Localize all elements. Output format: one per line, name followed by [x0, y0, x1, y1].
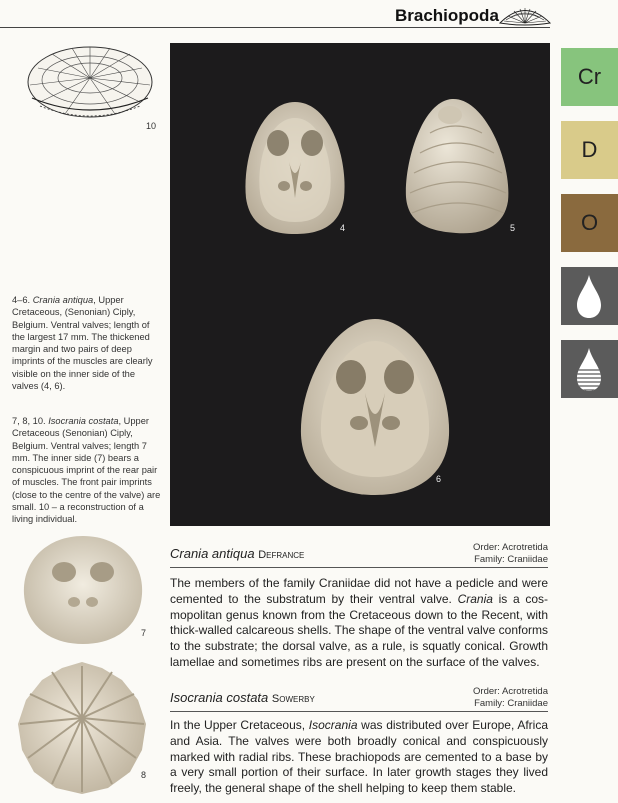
species-name: Crania antiqua	[170, 546, 255, 561]
fossil-photo-6	[295, 315, 455, 505]
caption-text: , Upper Cretaceous, (Senonian) Ciply, Belgium. Ventral valves; length of the largest 17 mm. The thickened margin and two pairs of deep imprints of the muscles are clearly visible on the inner side of the valves (4, 6).	[12, 295, 153, 392]
figure-number-4: 4	[340, 223, 346, 233]
fossil-photo-4	[240, 98, 350, 243]
habitat-tab-attached	[561, 267, 618, 325]
section-rule	[170, 711, 548, 712]
species-author: Defrance	[258, 549, 305, 561]
page-title: Brachiopoda	[395, 6, 499, 25]
figure-number-5: 5	[510, 223, 516, 233]
drop-striped-icon	[561, 340, 618, 398]
habitat-tab-free	[561, 340, 618, 398]
fossil-photo-5	[400, 93, 515, 243]
caption-range: 7, 8, 10.	[12, 416, 46, 426]
caption-species: Isocrania costata	[48, 416, 119, 426]
order-label: Order: Acrotretida	[473, 686, 548, 697]
genus-name: Isocrania	[308, 718, 358, 732]
family-label: Family: Craniidae	[474, 553, 548, 565]
body-text: In the Upper Cretaceous,	[170, 718, 309, 732]
caption-isocrania	[12, 415, 162, 526]
header-rule	[0, 27, 550, 28]
period-tab-label: Cr	[577, 64, 602, 89]
order-label: Order: Acrotretida	[473, 542, 548, 553]
drop-solid-icon	[561, 267, 618, 325]
body-text: was distributed over Europe, Africa and Asia. The valves were both broadly conical and conspicuously marked with radial ribs. These brachiopods are cemented to a base by a very small portion of their surface. In later growth stages they lived freely, the general shape of the shell helping to keep them stable.	[170, 718, 548, 796]
caption-crania	[12, 294, 162, 392]
reconstruction-drawing	[20, 40, 160, 130]
period-tab-label: O	[580, 210, 599, 235]
caption-text: , Upper Cretaceous (Senonian) Ciply, Belgium. Ventral valves; length 7 mm. The inner side (7) bears a conspicuous imprint of the rear pair of muscles. The front pair imprints (close to the centre of the valve) are small. 10 – a reconstruction of a living individual.	[12, 416, 161, 525]
body-text: is a cosmopolitan genus known from the Cretaceous down to the Recent, with thick-walled calcareous shells. The shape of the ventral valve conforms to the substrate; the dorsal valve, as a rule, is squatly conical. Growth lamellae and sometimes ribs are present on the surface of the valves.	[170, 591, 548, 669]
family-label: Family: Craniidae	[474, 697, 548, 709]
taxonomy-isocrania	[420, 686, 548, 709]
photo-panel	[170, 43, 550, 526]
period-tab-cretaceous	[561, 48, 618, 106]
brachiopod-shell-icon	[498, 4, 552, 33]
body-text: The members of the family Craniidae did not have a pedicle and were cemented to the substratum by their ventral valve.	[170, 576, 548, 606]
taxonomy-crania	[420, 542, 548, 565]
period-tab-label: D	[581, 137, 598, 162]
species-author: Sowerby	[271, 693, 315, 705]
figure-number-6: 6	[436, 474, 442, 484]
period-tab-ordovician	[561, 194, 618, 252]
period-tab-devonian	[561, 121, 618, 179]
caption-species: Crania antiqua	[32, 295, 94, 305]
fossil-photo-7	[18, 532, 148, 652]
species-heading-crania	[170, 546, 304, 561]
figure-number-10: 10	[146, 121, 157, 131]
description-isocrania	[170, 718, 548, 797]
species-heading-isocrania	[170, 690, 315, 705]
genus-name: Crania	[457, 591, 493, 606]
caption-range: 4–6.	[12, 295, 31, 305]
section-rule	[170, 567, 548, 568]
fossil-photo-8	[12, 658, 152, 803]
species-name: Isocrania costata	[170, 690, 269, 705]
figure-number-8: 8	[141, 770, 147, 780]
figure-number-7: 7	[141, 628, 147, 638]
description-crania	[170, 576, 548, 671]
